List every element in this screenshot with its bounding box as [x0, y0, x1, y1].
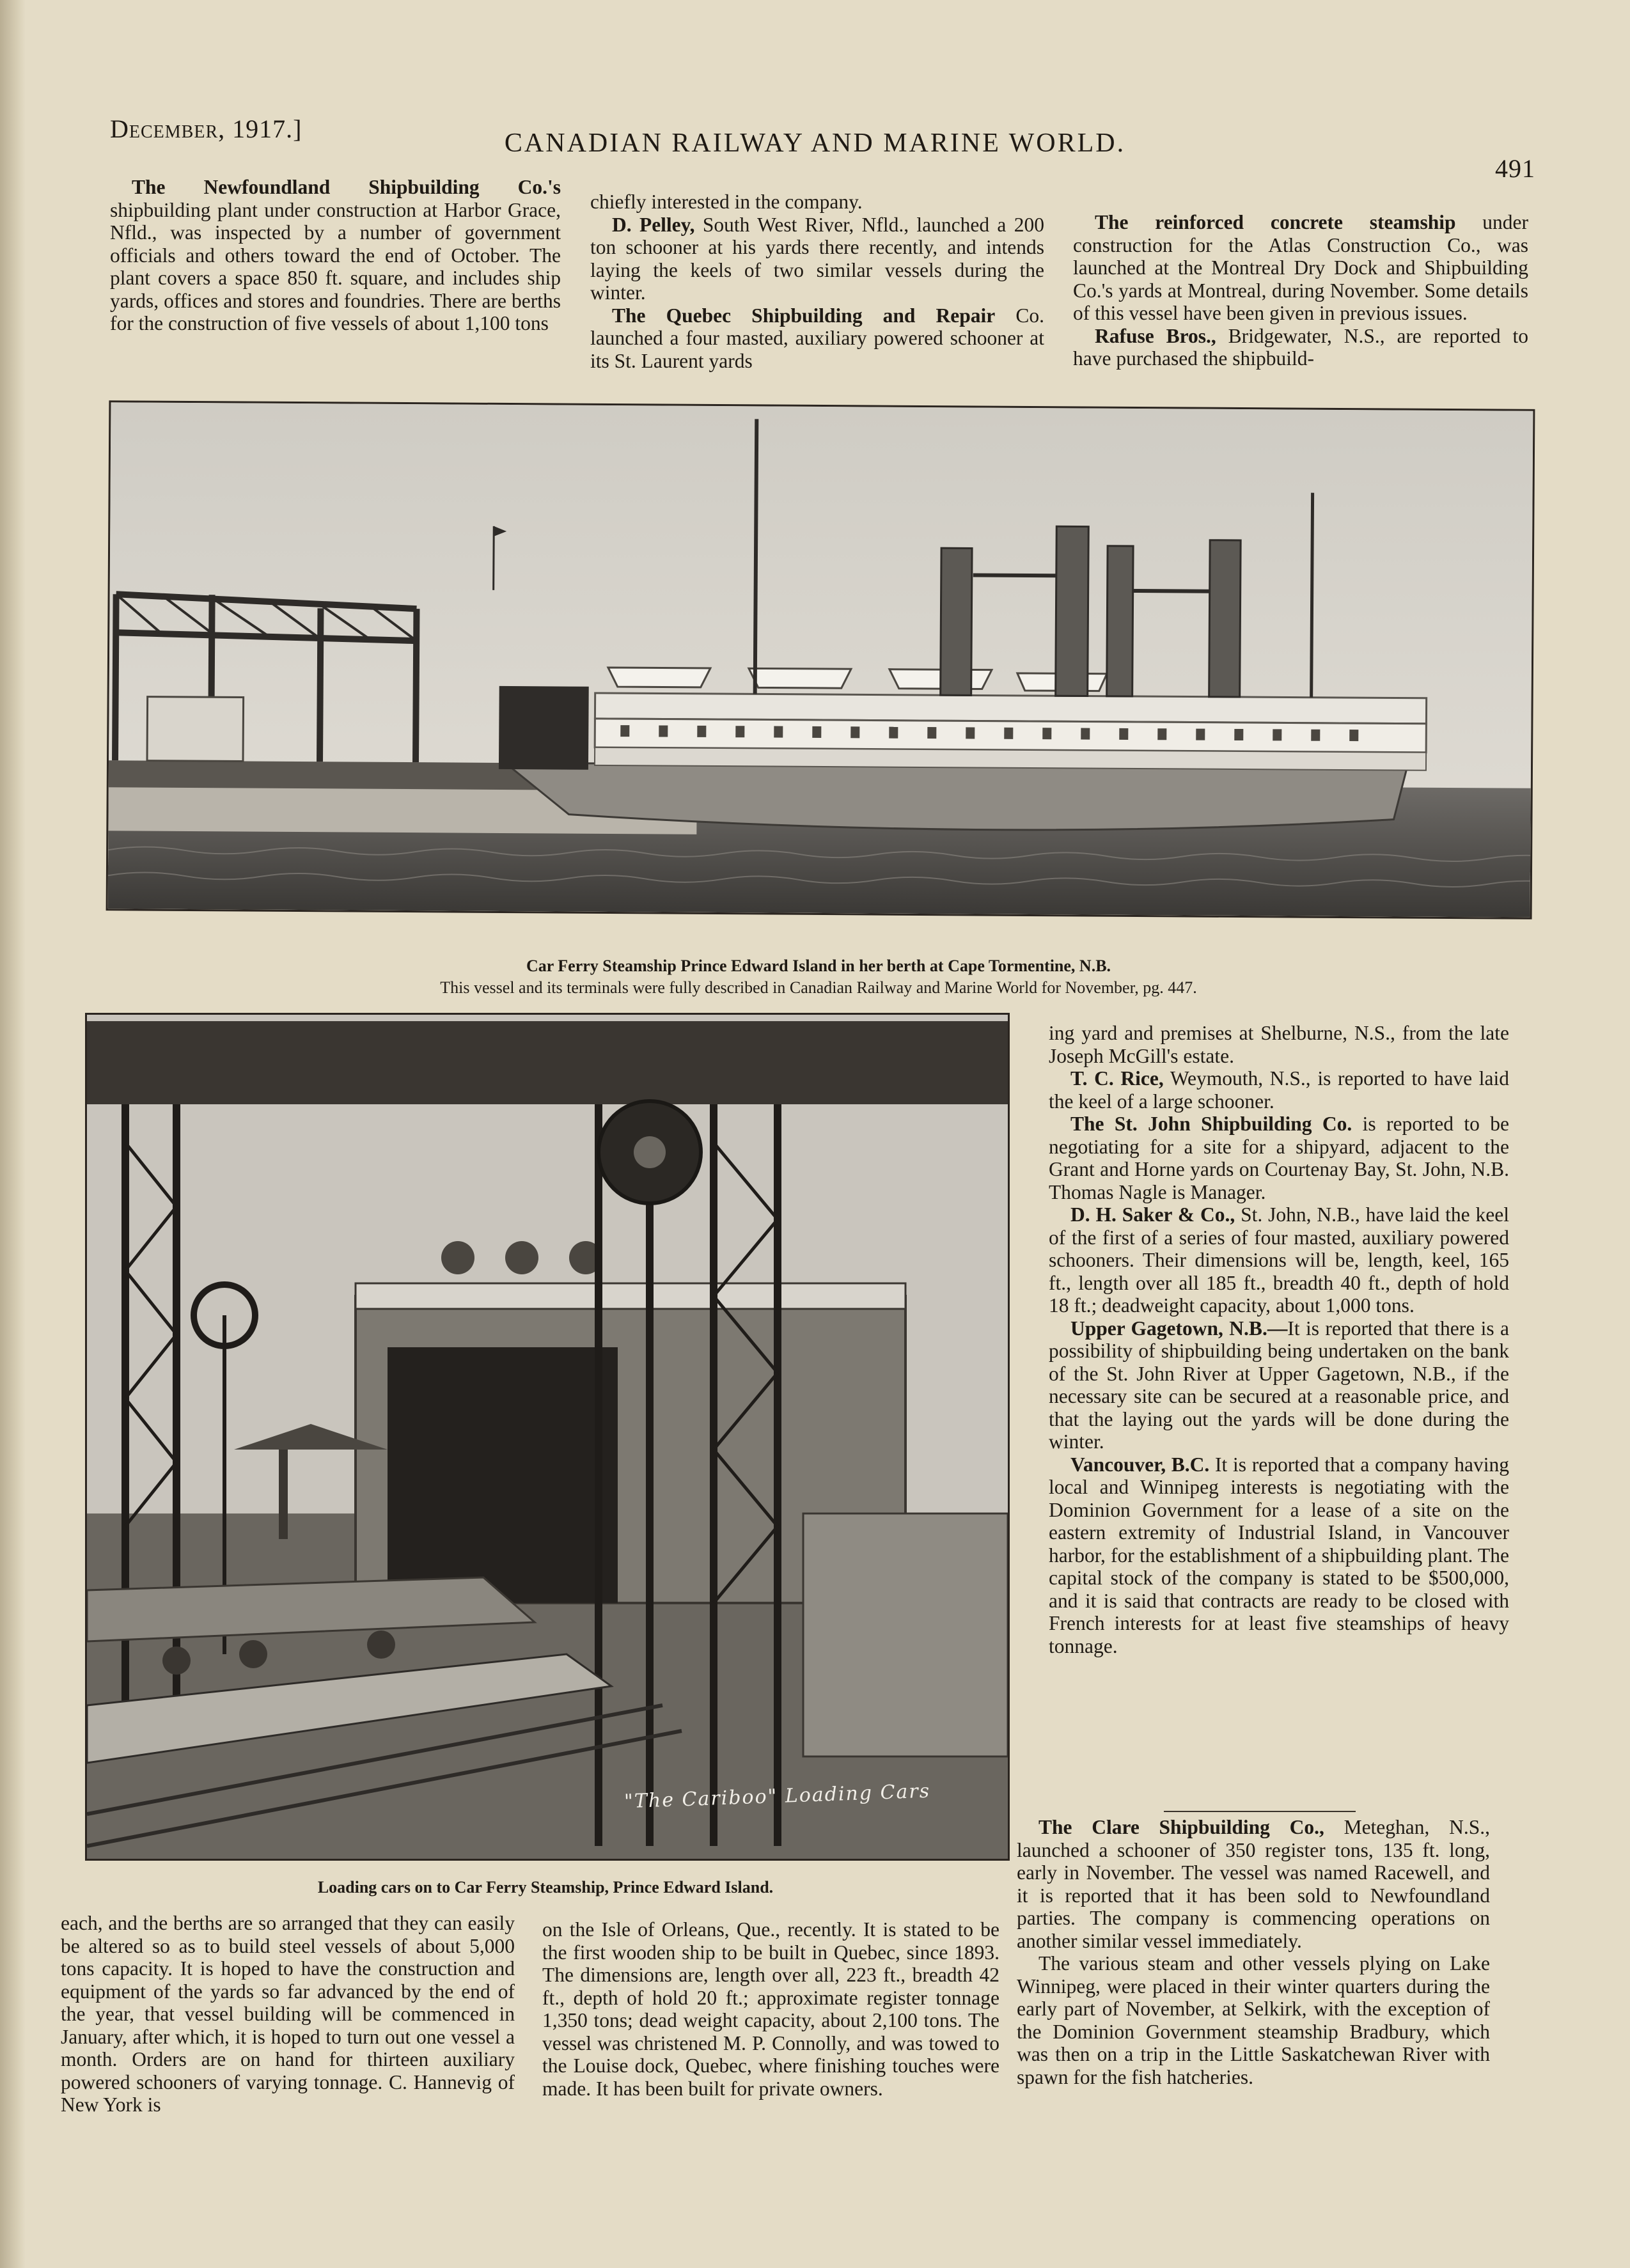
- paragraph: Rafuse Bros., Bridgewater, N.S., are reported to have purchased the shipbuild-: [1073, 324, 1528, 370]
- photo1-caption: [107, 955, 1530, 999]
- bottom-column-1: [61, 1912, 515, 2116]
- bottom-column-2: [542, 1918, 999, 2100]
- paragraph: T. C. Rice, Weymouth, N.S., is reported to have laid the keel of a large schooner.: [1049, 1067, 1509, 1113]
- paragraph: The Newfoundland Shipbuilding Co.'s shipbuilding plant under construction at Harbor Grace, Nfld., was inspected by a number of government officials and others toward the end of October. The plant covers a space 850 ft. square, and includes ship yards, offices and stores and foundries. There are berths for the construction of five vessels of about 1,100 tons: [110, 176, 561, 334]
- header-title: CANADIAN RAILWAY AND MARINE WORLD.: [504, 129, 1126, 158]
- paragraph: on the Isle of Orleans, Que., recently. It is stated to be the first wooden ship to be built in Quebec, since 1893. The dimensions are, length over all, 223 ft., breadth 42 ft., depth of hold 20 ft.; approximate register tonnage 1,350 tons; dead weight capacity, about 2,100 tons. The vessel was christened M. P. Connolly, and was towed to the Louise dock, Quebec, where finishing touches were made. It has been built for private owners.: [542, 1918, 999, 2100]
- paragraph: chiefly interested in the company.: [590, 191, 863, 213]
- ferry-steamship-illustration: [108, 402, 1533, 918]
- page-binding-edge: [0, 0, 26, 2268]
- paragraph: Upper Gagetown, N.B.—It is reported that there is a possibility of shipbuilding being undertaken on the bank of the St. John River at Upper Gagetown, N.B., if the necessary site can be secured at a reasonable price, and that the laying out the yards will be done during the winter.: [1049, 1317, 1509, 1453]
- paragraph: D. H. Saker & Co., St. John, N.B., have laid the keel of the first of a series of four masted, auxiliary powered schooners. Their dimensions will be, length, keel, 165 ft., length over all 185 ft., breadth 40 ft., depth of hold 18 ft.; deadweight capacity, about 1,000 tons.: [1049, 1203, 1510, 1317]
- photo2-caption-title: Loading cars on to Car Ferry Steamship, Prince Edward Island.: [317, 1878, 774, 1897]
- page-number: 491: [1495, 154, 1535, 183]
- header-date: December, 1917.]: [110, 114, 302, 143]
- right-column-lower: [1017, 1816, 1490, 2088]
- paragraph: D. Pelley, South West River, Nfld., launched a 200 ton schooner at his yards there recently, and intends laying the keels of two similar vessels during the winter.: [590, 213, 1044, 304]
- paragraph: each, and the berths are so arranged that they can easily be altered so as to build steel vessels of about 5,000 tons capacity. It is hoped to have the construction and equipment of the yards so far advanced by the end of the year, that vessel building will be commenced in January, after which, it is hoped to turn out one vessel a month. Orders are on hand for thirteen auxiliary powered schooners of varying tonnage. C. Hannevig of New York is: [61, 1912, 515, 2116]
- paragraph: The St. John Shipbuilding Co. is reported to be negotiating for a site for a shipyard, adjacent to the Grant and Horne yards on Courtenay Bay, St. John, N.B. Thomas Nagle is Manager.: [1049, 1113, 1509, 1203]
- top-column-2: [590, 191, 1044, 372]
- paragraph: Vancouver, B.C. It is reported that a company having local and Winnipeg interests is negotiating with the Dominion Government for a lease of a site on the eastern extremity of Industrial Island, in Vancouver harbor, for the establishment of a shipbuilding plant. The capital stock of the company is stated to be $500,000, and it is said that contracts are ready to be closed with French interests for at least five steamships of heavy tonnage.: [1049, 1453, 1509, 1657]
- photo1-caption-text: This vessel and its terminals were fully described in Canadian Railway and Marine World for November, pg. 447.: [440, 978, 1197, 997]
- loading-cars-photo: [85, 1013, 1010, 1861]
- photo2-caption: [85, 1877, 1006, 1898]
- photo2-inscription: "The Cariboo" Loading Cars: [623, 1779, 931, 1813]
- paragraph: The various steam and other vessels plying on Lake Winnipeg, were placed in their winter quarters during the early part of November, at Selkirk, with the exception of the Dominion Government steamship Bradbury, which was then on a trip in the Little Saskatchewan River with spawn for the fish hatcheries.: [1017, 1952, 1490, 2088]
- right-column: [1049, 1022, 1509, 1657]
- paragraph: The Clare Shipbuilding Co., Meteghan, N.S., launched a schooner of 350 register tons, 135 ft. long, early in November. The vessel was named Racewell, and it is reported that it has been sold to Newfoundland parties. The company is commencing operations on another similar vessel immediately.: [1017, 1816, 1490, 1952]
- top-column-3: [1073, 211, 1528, 370]
- paragraph: The Quebec Shipbuilding and Repair Co. launched a four masted, auxiliary powered schooner at its St. Laurent yards: [590, 304, 1044, 372]
- paragraph: The reinforced concrete steamship under construction for the Atlas Construction Co., was launched at the Montreal Dry Dock and Shipbuilding Co.'s yards at Montreal, during November. Some details of this vessel have been given in previous issues.: [1073, 211, 1528, 324]
- section-divider: [1164, 1811, 1356, 1812]
- top-column-1: [110, 176, 561, 335]
- photo1-caption-title: Car Ferry Steamship Prince Edward Island in her berth at Cape Tormentine, N.B.: [526, 957, 1111, 975]
- loading-cars-illustration: [87, 1015, 1008, 1859]
- ferry-steamship-photo: [106, 400, 1535, 919]
- paragraph: ing yard and premises at Shelburne, N.S., from the late Joseph McGill's estate.: [1049, 1022, 1509, 1067]
